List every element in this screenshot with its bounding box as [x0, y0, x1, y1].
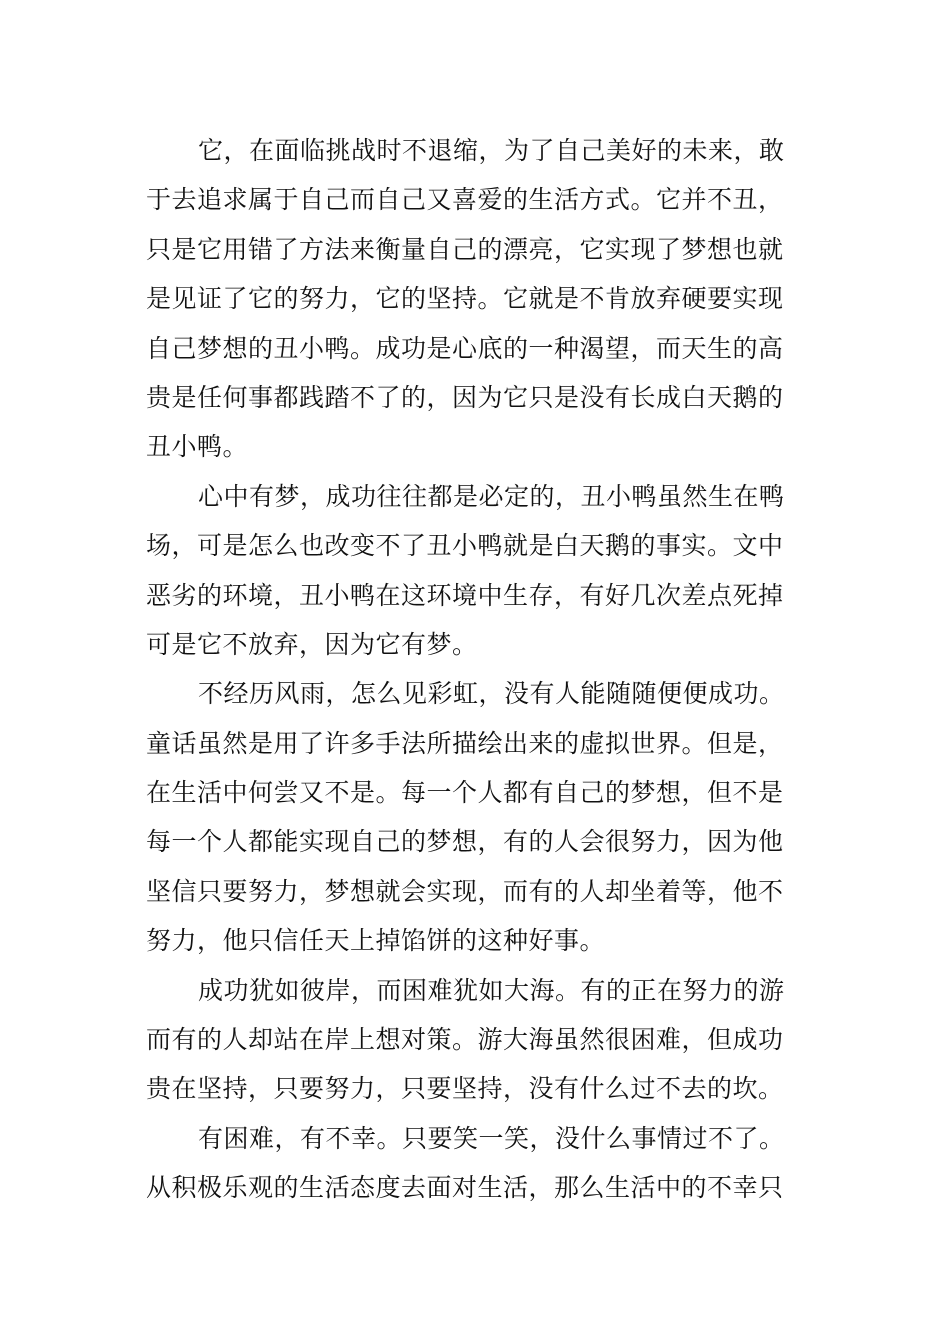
text-line: 不经历风雨，怎么见彩虹，没有人能随随便便成功。 — [198, 679, 785, 709]
text-line: 心中有梦，成功往往都是必定的，丑小鸭虽然生在鸭 — [198, 481, 785, 511]
text-line: 它，在面临挑战时不退缩，为了自己美好的未来，敢 — [198, 136, 785, 165]
paragraph-5 — [146, 1114, 810, 1213]
paragraph-2 — [146, 472, 810, 670]
text-line: 从积极乐观的生活态度去面对生活，那么生活中的不幸只 — [146, 1173, 784, 1203]
body-text — [146, 126, 810, 1213]
text-line: 坚信只要努力，梦想就会实现，而有的人却坐着等，他不 — [146, 876, 784, 906]
text-line: 而有的人却站在岸上想对策。游大海虽然很困难，但成功 — [146, 1025, 784, 1055]
paragraph-1 — [146, 126, 810, 472]
text-line: 于去追求属于自己而自己又喜爱的生活方式。它并不丑， — [146, 185, 784, 215]
text-line: 恶劣的环境，丑小鸭在这环境中生存，有好几次差点死掉 — [146, 580, 784, 610]
text-line: 有困难，有不幸。只要笑一笑，没什么事情过不了。 — [198, 1123, 785, 1153]
text-line: 自己梦想的丑小鸭。成功是心底的一种渴望，而天生的高 — [146, 333, 784, 363]
text-line: 丑小鸭。 — [146, 432, 249, 462]
text-line: 只是它用错了方法来衡量自己的漂亮，它实现了梦想也就 — [146, 234, 784, 264]
text-line: 场，可是怎么也改变不了丑小鸭就是白天鹅的事实。文中 — [146, 531, 784, 561]
text-line: 每一个人都能实现自己的梦想，有的人会很努力，因为他 — [146, 827, 784, 857]
text-line: 是见证了它的努力，它的坚持。它就是不肯放弃硬要实现 — [146, 284, 784, 314]
text-line: 童话虽然是用了许多手法所描绘出来的虚拟世界。但是， — [146, 728, 784, 758]
text-line: 贵是任何事都践踏不了的，因为它只是没有长成白天鹅的 — [146, 382, 784, 412]
text-line: 贵在坚持，只要努力，只要坚持，没有什么过不去的坎。 — [146, 1074, 784, 1104]
paragraph-4 — [146, 966, 810, 1114]
paragraph-3 — [146, 669, 810, 965]
text-line: 在生活中何尝又不是。每一个人都有自己的梦想，但不是 — [146, 778, 784, 808]
text-line: 努力，他只信任天上掉馅饼的这种好事。 — [146, 926, 606, 956]
text-line: 可是它不放弃，因为它有梦。 — [146, 629, 478, 659]
text-line: 成功犹如彼岸，而困难犹如大海。有的正在努力的游 — [198, 975, 785, 1005]
